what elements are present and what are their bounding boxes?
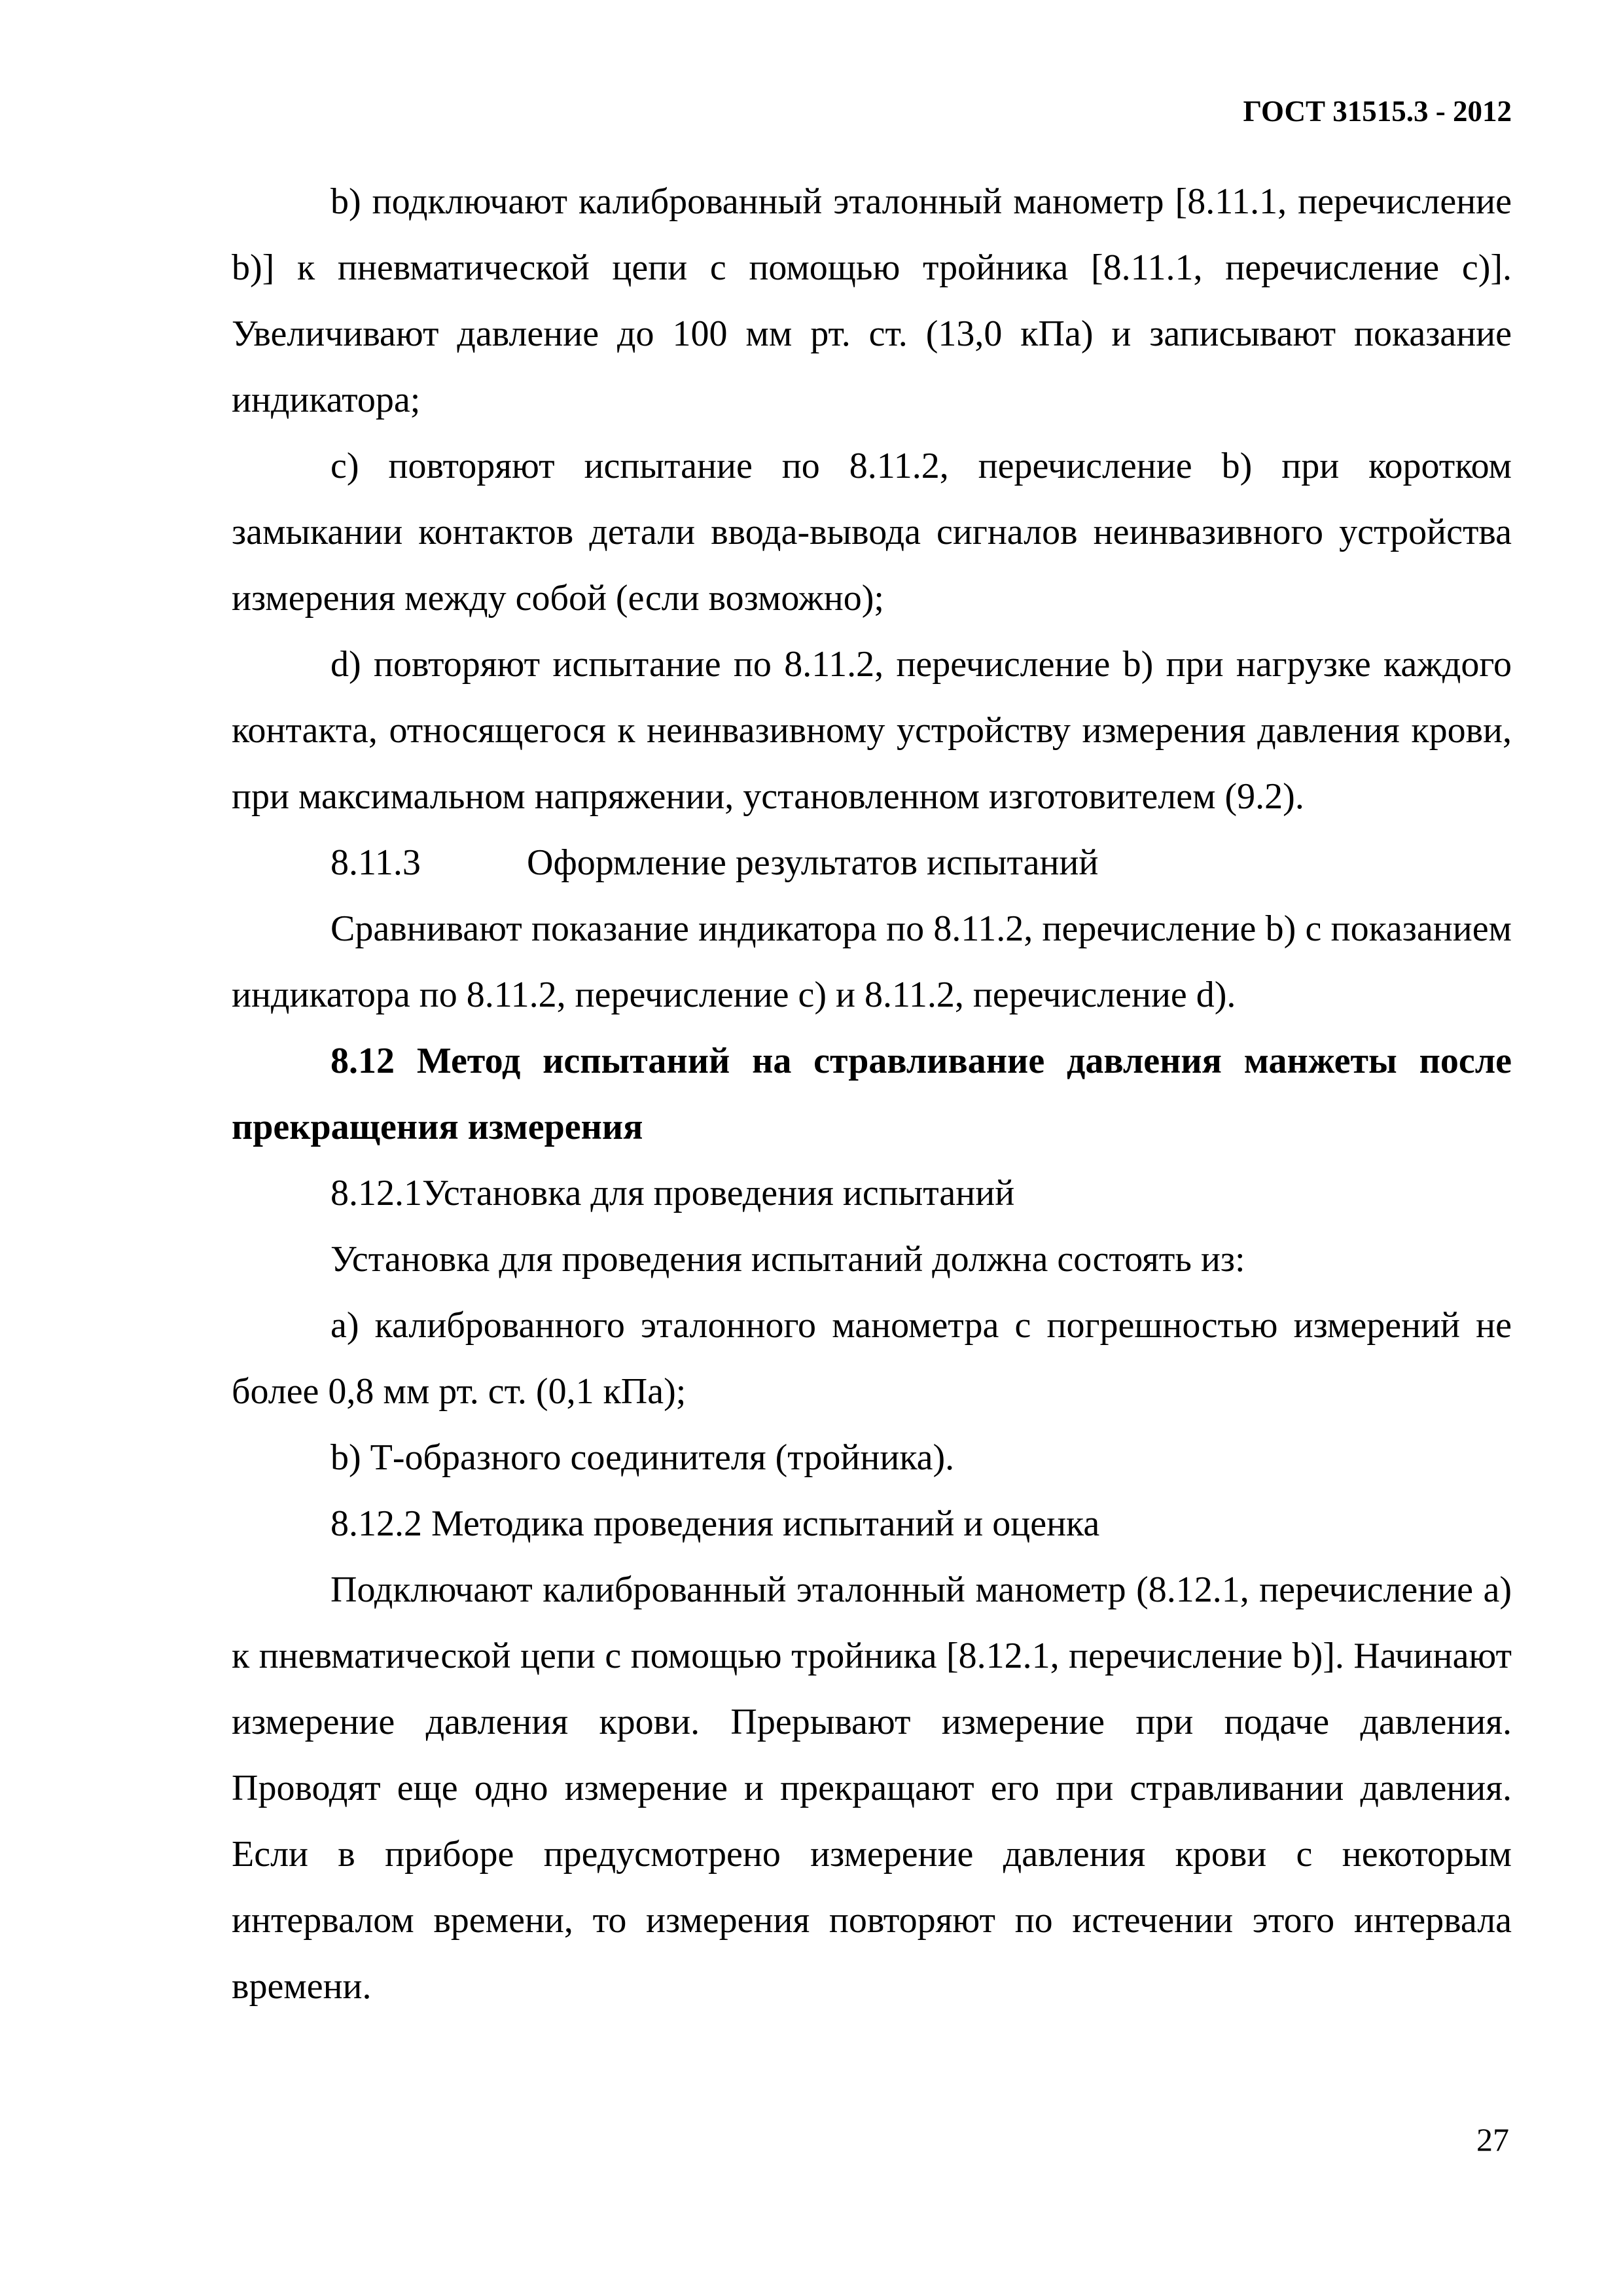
paragraph-8-11-2-d: d) повторяют испытание по 8.11.2, перечисление b) при нагрузке каждого контакта, относящегося к неинвазивному устройству измерения давления крови, при максимальном напряжении, установленном изготовителем (9.2).	[232, 644, 1512, 817]
paragraph-8-11-3-body: Сравнивают показание индикатора по 8.11.2, перечисление b) с показанием индикатора по 8.11.2, перечисление с) и 8.11.2, перечисление d).	[232, 908, 1512, 1015]
subsection-number: 8.11.3	[330, 842, 421, 883]
subsection-title: Оформление результатов испытаний	[527, 842, 1099, 883]
page-header-standard: ГОСТ 31515.3 - 2012	[1243, 95, 1512, 128]
paragraph-8-12-2-body: Подключают калиброванный эталонный манометр (8.12.1, перечисление а) к пневматической цепи с помощью тройника [8.12.1, перечисление b)]. Начинают измерение давления крови. Прерывают измерение при подаче давления. Проводят еще одно измерение и прекращают его при стравливании давления. Если в приборе предусмотрено измерение давления крови с некоторым интервалом времени, то измерения повторяют по истечении этого интервала времени.	[232, 1570, 1512, 2007]
subsection-8-11-3-heading	[232, 830, 1512, 896]
paragraph-setup-intro: Установка для проведения испытаний должна состоять из:	[330, 1239, 1245, 1280]
paragraph-8-11-2-b: b) подключают калиброванный эталонный манометр [8.11.1, перечисление b)] к пневматической цепи с помощью тройника [8.11.1, перечисление с)]. Увеличивают давление до 100 мм рт. ст. (13,0 кПа) и записывают показание индикатора;	[232, 181, 1512, 420]
document-body	[232, 169, 1512, 2020]
paragraph-setup-b: b) Т-образного соединителя (тройника).	[330, 1437, 955, 1478]
paragraph-8-11-2-c: c) повторяют испытание по 8.11.2, перечисление b) при коротком замыкании контактов детали ввода-вывода сигналов неинвазивного устройства измерения между собой (если возможно);	[232, 446, 1512, 619]
page-number: 27	[1476, 2121, 1509, 2158]
section-8-12-heading: 8.12 Метод испытаний на стравливание давления манжеты после прекращения измерения	[232, 1041, 1512, 1147]
subsection-8-12-2-heading: 8.12.2 Методика проведения испытаний и оценка	[330, 1503, 1100, 1544]
subsection-8-12-1-heading: 8.12.1Установка для проведения испытаний	[330, 1173, 1015, 1213]
paragraph-setup-a: а) калиброванного эталонного манометра с погрешностью измерений не более 0,8 мм рт. ст. (0,1 кПа);	[232, 1305, 1512, 1412]
